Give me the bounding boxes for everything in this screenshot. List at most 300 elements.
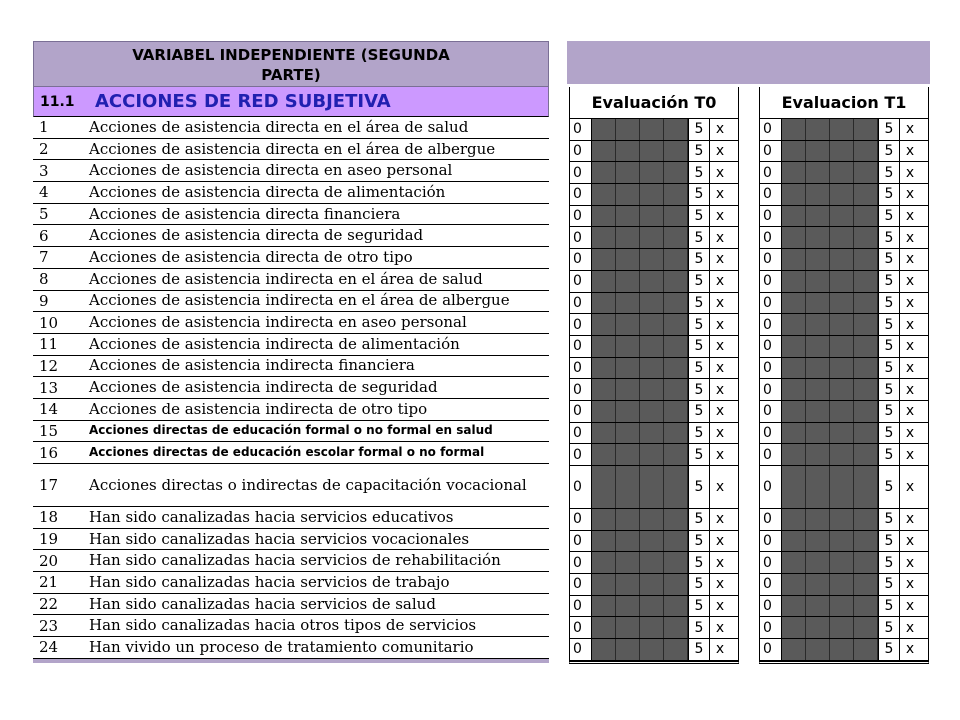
scale-cell[interactable]	[640, 401, 664, 422]
scale-cell[interactable]	[854, 574, 878, 595]
scale-cell[interactable]	[854, 444, 878, 465]
scale-row[interactable]	[760, 336, 928, 358]
scale-cell[interactable]	[592, 596, 616, 617]
scale-cell[interactable]	[592, 141, 616, 162]
scale-cell[interactable]	[664, 552, 688, 573]
scale-row[interactable]	[760, 314, 928, 336]
scale-cell[interactable]	[640, 314, 664, 335]
scale-cell[interactable]	[782, 379, 806, 400]
scale-x-mark[interactable]: x	[715, 533, 725, 550]
scale-cell[interactable]	[806, 444, 830, 465]
scale-cell[interactable]	[806, 271, 830, 292]
scale-cell[interactable]	[782, 227, 806, 248]
scale-x-mark[interactable]: x	[715, 338, 725, 355]
scale-x-mark[interactable]: x	[715, 424, 725, 441]
scale-cell[interactable]	[854, 293, 878, 314]
scale-cell[interactable]	[640, 119, 664, 140]
scale-cell[interactable]	[616, 423, 640, 444]
evaluation-t1-title: Evaluacion T1	[760, 87, 928, 119]
scale-row[interactable]	[570, 162, 738, 184]
scale-cell[interactable]	[854, 552, 878, 573]
scale-x-mark[interactable]: x	[715, 359, 725, 376]
scale-cell[interactable]	[806, 184, 830, 205]
scale-row[interactable]	[760, 531, 928, 553]
scale-x-mark[interactable]: x	[715, 316, 725, 333]
scale-x-mark[interactable]: x	[715, 186, 725, 203]
scale-cell[interactable]	[806, 639, 830, 660]
scale-cell[interactable]	[592, 184, 616, 205]
table-row	[33, 269, 549, 291]
scale-cell[interactable]	[782, 293, 806, 314]
scale-cell[interactable]	[664, 401, 688, 422]
scale-x-mark[interactable]: x	[715, 164, 725, 181]
scale-cell[interactable]	[640, 358, 664, 379]
scale-x-mark[interactable]: x	[905, 533, 915, 550]
scale-cell[interactable]	[664, 379, 688, 400]
scale-row[interactable]	[570, 639, 738, 661]
scale-cell[interactable]	[782, 162, 806, 183]
scale-cell[interactable]	[664, 444, 688, 465]
scale-x-mark[interactable]: x	[905, 338, 915, 355]
scale-x-mark[interactable]: x	[905, 598, 915, 615]
scale-cell[interactable]	[854, 271, 878, 292]
scale-row[interactable]	[760, 401, 928, 423]
scale-row[interactable]	[760, 617, 928, 639]
scale-x-mark[interactable]: x	[905, 251, 915, 268]
scale-cell[interactable]	[830, 249, 854, 270]
scale-row[interactable]	[760, 119, 928, 141]
scale-cell[interactable]	[616, 162, 640, 183]
table-row	[33, 507, 549, 529]
scale-cell[interactable]	[806, 379, 830, 400]
scale-cell[interactable]	[854, 379, 878, 400]
scale-cell[interactable]	[806, 531, 830, 552]
scale-row[interactable]	[570, 379, 738, 401]
scale-cell[interactable]	[664, 509, 688, 530]
scale-cell[interactable]	[616, 617, 640, 638]
item-number: 4	[39, 183, 49, 202]
scale-cell[interactable]	[782, 466, 806, 508]
scale-row[interactable]	[570, 141, 738, 163]
scale-cell[interactable]	[830, 401, 854, 422]
scale-cell[interactable]	[616, 466, 640, 508]
scale-x-mark[interactable]: x	[715, 273, 725, 290]
scale-row[interactable]	[760, 184, 928, 206]
scale-row[interactable]	[570, 336, 738, 358]
scale-cell[interactable]	[592, 249, 616, 270]
scale-cell[interactable]	[854, 639, 878, 660]
scale-cell[interactable]	[782, 184, 806, 205]
scale-cell[interactable]	[806, 336, 830, 357]
scale-cell[interactable]	[592, 314, 616, 335]
scale-x-mark[interactable]: x	[715, 403, 725, 420]
scale-row[interactable]	[760, 466, 928, 509]
scale-row[interactable]	[570, 444, 738, 466]
scale-cell[interactable]	[782, 401, 806, 422]
scale-cell[interactable]	[616, 574, 640, 595]
scale-cell[interactable]	[664, 423, 688, 444]
scale-row[interactable]	[760, 444, 928, 466]
scale-cell[interactable]	[806, 206, 830, 227]
scale-row[interactable]	[760, 639, 928, 661]
scale-cell[interactable]	[830, 639, 854, 660]
scale-cell[interactable]	[592, 206, 616, 227]
scale-cell[interactable]	[592, 466, 616, 508]
scale-cell[interactable]	[854, 119, 878, 140]
scale-cell[interactable]	[782, 596, 806, 617]
scale-row[interactable]	[760, 206, 928, 228]
scale-cell[interactable]	[782, 206, 806, 227]
scale-cell[interactable]	[592, 379, 616, 400]
scale-row[interactable]	[760, 141, 928, 163]
scale-x-mark[interactable]: x	[715, 294, 725, 311]
scale-cell[interactable]	[782, 617, 806, 638]
scale-cell[interactable]	[830, 271, 854, 292]
scale-cell[interactable]	[806, 141, 830, 162]
scale-row[interactable]	[760, 249, 928, 271]
scale-cell[interactable]	[806, 466, 830, 508]
scale-cell[interactable]	[664, 293, 688, 314]
scale-row[interactable]	[570, 206, 738, 228]
scale-x-mark[interactable]: x	[905, 446, 915, 463]
scale-x-mark[interactable]: x	[905, 479, 915, 495]
scale-cell[interactable]	[854, 227, 878, 248]
scale-cell[interactable]	[640, 552, 664, 573]
scale-cell[interactable]	[830, 423, 854, 444]
scale-cell[interactable]	[854, 314, 878, 335]
scale-row[interactable]	[760, 423, 928, 445]
scale-cell[interactable]	[640, 141, 664, 162]
scale-cell[interactable]	[592, 509, 616, 530]
scale-row[interactable]	[570, 314, 738, 336]
scale-cell[interactable]	[664, 596, 688, 617]
scale-cell[interactable]	[640, 336, 664, 357]
scale-cell[interactable]	[592, 271, 616, 292]
scale-cell[interactable]	[616, 271, 640, 292]
scale-cell[interactable]	[592, 293, 616, 314]
scale-x-mark[interactable]: x	[715, 641, 725, 658]
scale-cell[interactable]	[640, 423, 664, 444]
scale-x-mark[interactable]: x	[905, 229, 915, 246]
scale-cell[interactable]	[664, 358, 688, 379]
scale-cell[interactable]	[830, 531, 854, 552]
scale-x-mark[interactable]: x	[905, 554, 915, 571]
scale-cell[interactable]	[830, 509, 854, 530]
scale-row[interactable]	[570, 184, 738, 206]
scale-cell[interactable]	[616, 141, 640, 162]
scale-x-mark[interactable]: x	[715, 598, 725, 615]
scale-cell[interactable]	[806, 574, 830, 595]
scale-row[interactable]	[570, 596, 738, 618]
scale-row[interactable]	[570, 531, 738, 553]
scale-x-mark[interactable]: x	[905, 208, 915, 225]
scale-cell[interactable]	[616, 293, 640, 314]
scale-cell[interactable]	[830, 444, 854, 465]
scale-cell[interactable]	[854, 336, 878, 357]
scale-cell[interactable]	[664, 249, 688, 270]
scale-cell[interactable]	[782, 444, 806, 465]
scale-cell[interactable]	[830, 596, 854, 617]
scale-x-mark[interactable]: x	[905, 316, 915, 333]
scale-cell[interactable]	[616, 336, 640, 357]
scale-max-label: 5	[878, 379, 900, 400]
scale-cell[interactable]	[664, 336, 688, 357]
scale-cell[interactable]	[640, 206, 664, 227]
scale-cell[interactable]	[854, 401, 878, 422]
scale-cell[interactable]	[616, 444, 640, 465]
scale-cell[interactable]	[640, 379, 664, 400]
scale-cell[interactable]	[616, 639, 640, 660]
scale-cell[interactable]	[854, 466, 878, 508]
scale-cell[interactable]	[592, 227, 616, 248]
scale-row[interactable]	[570, 249, 738, 271]
scale-cell[interactable]	[782, 336, 806, 357]
scale-cell[interactable]	[806, 119, 830, 140]
scale-cell[interactable]	[592, 574, 616, 595]
scale-cell[interactable]	[616, 552, 640, 573]
scale-x-mark[interactable]: x	[905, 576, 915, 593]
scale-cell[interactable]	[616, 379, 640, 400]
scale-row[interactable]	[760, 227, 928, 249]
scale-cell[interactable]	[782, 249, 806, 270]
scale-cell[interactable]	[640, 596, 664, 617]
scale-row[interactable]	[570, 227, 738, 249]
scale-row[interactable]	[570, 552, 738, 574]
scale-cell[interactable]	[640, 444, 664, 465]
scale-row[interactable]	[570, 293, 738, 315]
scale-min-label: 0	[570, 336, 592, 357]
scale-row[interactable]	[570, 574, 738, 596]
scale-cell[interactable]	[830, 119, 854, 140]
scale-cell[interactable]	[806, 509, 830, 530]
scale-cell[interactable]	[592, 162, 616, 183]
scale-cell[interactable]	[854, 162, 878, 183]
scale-cell[interactable]	[806, 401, 830, 422]
scale-cell[interactable]	[592, 358, 616, 379]
scale-cell[interactable]	[640, 531, 664, 552]
scale-cell[interactable]	[616, 596, 640, 617]
scale-cell[interactable]	[806, 423, 830, 444]
scale-cell[interactable]	[830, 141, 854, 162]
scale-cell[interactable]	[830, 336, 854, 357]
scale-cell[interactable]	[664, 617, 688, 638]
scale-x-mark[interactable]: x	[715, 143, 725, 160]
scale-x-mark[interactable]: x	[905, 641, 915, 658]
scale-cell[interactable]	[640, 509, 664, 530]
scale-max-label: 5	[878, 249, 900, 270]
scale-cell[interactable]	[616, 227, 640, 248]
scale-cell[interactable]	[782, 509, 806, 530]
scale-cell[interactable]	[640, 293, 664, 314]
scale-x-mark[interactable]: x	[715, 576, 725, 593]
scale-cell[interactable]	[640, 249, 664, 270]
scale-cell[interactable]	[782, 531, 806, 552]
scale-cell[interactable]	[782, 423, 806, 444]
scale-x-mark[interactable]: x	[715, 446, 725, 463]
scale-cell[interactable]	[616, 119, 640, 140]
scale-cell[interactable]	[664, 206, 688, 227]
scale-cell[interactable]	[640, 271, 664, 292]
scale-row[interactable]	[760, 162, 928, 184]
scale-row[interactable]	[760, 379, 928, 401]
scale-x-mark[interactable]: x	[715, 208, 725, 225]
scale-cell[interactable]	[592, 552, 616, 573]
scale-cell[interactable]	[806, 552, 830, 573]
scale-cell[interactable]	[592, 401, 616, 422]
scale-cell[interactable]	[664, 574, 688, 595]
scale-x-mark[interactable]: x	[905, 273, 915, 290]
scale-cell[interactable]	[782, 639, 806, 660]
scale-cell[interactable]	[616, 358, 640, 379]
scale-x-mark[interactable]: x	[715, 121, 725, 138]
scale-cell[interactable]	[664, 141, 688, 162]
scale-row[interactable]	[760, 358, 928, 380]
scale-row[interactable]	[570, 358, 738, 380]
scale-row[interactable]	[760, 509, 928, 531]
scale-cell[interactable]	[592, 119, 616, 140]
scale-cell[interactable]	[830, 552, 854, 573]
scale-cell[interactable]	[782, 141, 806, 162]
scale-x-mark[interactable]: x	[715, 251, 725, 268]
scale-cell[interactable]	[664, 162, 688, 183]
scale-row[interactable]	[570, 271, 738, 293]
scale-row[interactable]	[570, 466, 738, 509]
scale-cell[interactable]	[640, 574, 664, 595]
scale-cell[interactable]	[782, 552, 806, 573]
scale-cell[interactable]	[854, 249, 878, 270]
scale-x-mark[interactable]: x	[905, 424, 915, 441]
scale-x-mark[interactable]: x	[715, 554, 725, 571]
scale-x-mark[interactable]: x	[715, 229, 725, 246]
scale-cell[interactable]	[830, 162, 854, 183]
scale-cell[interactable]	[830, 314, 854, 335]
scale-cell[interactable]	[806, 227, 830, 248]
scale-cell[interactable]	[854, 141, 878, 162]
scale-cell[interactable]	[854, 617, 878, 638]
scale-row[interactable]	[570, 617, 738, 639]
scale-x-mark[interactable]: x	[905, 164, 915, 181]
scale-cell[interactable]	[806, 293, 830, 314]
scale-cell[interactable]	[854, 184, 878, 205]
scale-cell[interactable]	[782, 119, 806, 140]
scale-cell[interactable]	[616, 249, 640, 270]
scale-cell[interactable]	[806, 596, 830, 617]
scale-cell[interactable]	[854, 531, 878, 552]
scale-cell[interactable]	[854, 509, 878, 530]
scale-cell[interactable]	[830, 379, 854, 400]
scale-cell[interactable]	[664, 531, 688, 552]
scale-cell[interactable]	[830, 574, 854, 595]
scale-min-label: 0	[570, 596, 592, 617]
scale-cell[interactable]	[640, 639, 664, 660]
scale-cell[interactable]	[616, 184, 640, 205]
scale-row[interactable]	[760, 271, 928, 293]
scale-cell[interactable]	[782, 314, 806, 335]
scale-cell[interactable]	[664, 184, 688, 205]
scale-row[interactable]	[760, 552, 928, 574]
scale-row[interactable]	[570, 509, 738, 531]
scale-cell[interactable]	[782, 358, 806, 379]
scale-cell[interactable]	[664, 466, 688, 508]
item-number: 6	[39, 226, 49, 245]
scale-x-mark[interactable]: x	[905, 619, 915, 636]
scale-x-mark[interactable]: x	[715, 381, 725, 398]
scale-cell[interactable]	[782, 271, 806, 292]
scale-cell[interactable]	[640, 184, 664, 205]
scale-cell[interactable]	[616, 206, 640, 227]
scale-max-label: 5	[688, 314, 710, 335]
scale-row[interactable]	[760, 574, 928, 596]
scale-cell[interactable]	[616, 401, 640, 422]
scale-cell[interactable]	[664, 639, 688, 660]
scale-cell[interactable]	[616, 509, 640, 530]
scale-cell[interactable]	[854, 596, 878, 617]
scale-x-mark[interactable]: x	[905, 143, 915, 160]
scale-cell[interactable]	[830, 293, 854, 314]
scale-x-mark[interactable]: x	[715, 619, 725, 636]
scale-cell[interactable]	[640, 227, 664, 248]
scale-cell[interactable]	[854, 206, 878, 227]
scale-cell[interactable]	[830, 617, 854, 638]
scale-x-mark[interactable]: x	[905, 511, 915, 528]
scale-max-label: 5	[688, 423, 710, 444]
scale-row[interactable]	[760, 596, 928, 618]
scale-cell[interactable]	[806, 617, 830, 638]
scale-row[interactable]	[760, 293, 928, 315]
scale-cell[interactable]	[830, 206, 854, 227]
scale-cell[interactable]	[616, 531, 640, 552]
scale-cell[interactable]	[592, 639, 616, 660]
scale-cell[interactable]	[592, 444, 616, 465]
scale-cell[interactable]	[854, 423, 878, 444]
scale-cell[interactable]	[806, 314, 830, 335]
scale-cell[interactable]	[664, 119, 688, 140]
scale-x-mark[interactable]: x	[905, 359, 915, 376]
scale-x-mark[interactable]: x	[905, 294, 915, 311]
scale-cell[interactable]	[830, 227, 854, 248]
scale-cell[interactable]	[830, 466, 854, 508]
scale-cell[interactable]	[640, 162, 664, 183]
scale-cell[interactable]	[592, 617, 616, 638]
scale-cell[interactable]	[616, 314, 640, 335]
scale-row[interactable]	[570, 401, 738, 423]
scale-x-mark[interactable]: x	[905, 403, 915, 420]
scale-cell[interactable]	[640, 466, 664, 508]
scale-x-mark[interactable]: x	[715, 511, 725, 528]
scale-x-mark[interactable]: x	[905, 381, 915, 398]
scale-cell[interactable]	[830, 358, 854, 379]
scale-x-mark[interactable]: x	[715, 479, 725, 495]
scale-cell[interactable]	[854, 358, 878, 379]
scale-cell[interactable]	[806, 358, 830, 379]
scale-cell[interactable]	[806, 249, 830, 270]
scale-x-mark[interactable]: x	[905, 186, 915, 203]
scale-row[interactable]	[570, 119, 738, 141]
scale-cell[interactable]	[664, 227, 688, 248]
scale-cell[interactable]	[782, 574, 806, 595]
scale-cell[interactable]	[592, 531, 616, 552]
scale-cell[interactable]	[664, 314, 688, 335]
scale-cell[interactable]	[806, 162, 830, 183]
scale-cell[interactable]	[592, 336, 616, 357]
scale-cell[interactable]	[664, 271, 688, 292]
scale-max-label: 5	[688, 206, 710, 227]
scale-x-mark[interactable]: x	[905, 121, 915, 138]
scale-cell[interactable]	[830, 184, 854, 205]
scale-cell[interactable]	[592, 423, 616, 444]
scale-cell[interactable]	[640, 617, 664, 638]
scale-row[interactable]	[570, 423, 738, 445]
